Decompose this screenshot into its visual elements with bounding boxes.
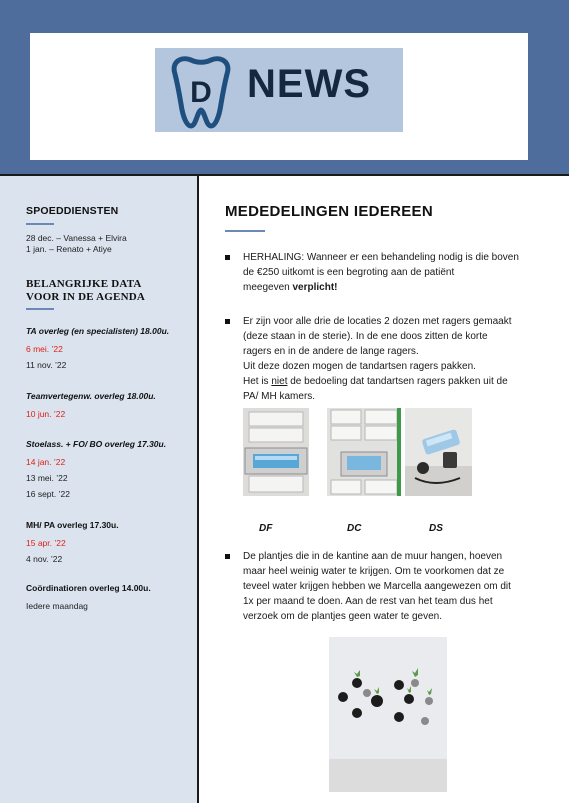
bullet-text: 1x per maand te doen. Aan de rest van het team dus het — [243, 596, 493, 607]
logo-word: NEWS — [247, 62, 371, 106]
bullet-marker-icon — [225, 319, 230, 324]
bullet-text: De plantjes die in de kantine aan de muur hangen, hoeven — [243, 551, 503, 562]
event-date: 15 apr. ’22 — [26, 538, 66, 548]
event-date: Iedere maandag — [26, 601, 88, 611]
photo-caption: DS — [429, 523, 443, 534]
agenda-event — [26, 326, 169, 370]
event-date: 16 sept. ’22 — [26, 489, 70, 499]
photo-caption: DC — [347, 523, 362, 534]
photo-drawer-dc — [327, 408, 401, 496]
announcement-bullet — [225, 549, 545, 624]
agenda-event — [26, 439, 166, 499]
photo-drawer-df — [243, 408, 309, 496]
announcement-bullet — [225, 314, 545, 404]
main-content — [201, 178, 569, 803]
bullet-text: Er zijn voor alle drie de locaties 2 dozen met ragers gemaakt — [243, 316, 512, 327]
bullet-text: verzoek om de plantjes geen water te geven. — [243, 611, 443, 622]
photo-drawer-ds — [405, 408, 472, 496]
bullet-marker-icon — [225, 255, 230, 260]
page-title: MEDEDELINGEN IEDEREEN — [225, 203, 433, 220]
bullet-marker-icon — [225, 554, 230, 559]
bullet-text: de bedoeling dat tandartsen ragers pakken uit de — [287, 376, 508, 387]
bullet-text: Uit deze dozen mogen de tandartsen ragers pakken. — [243, 361, 476, 372]
event-title: TA overleg (en specialisten) 18.00u. — [26, 326, 170, 336]
event-date: 6 mei. ’22 — [26, 344, 63, 354]
event-title: Coördinatioren overleg 14.00u. — [26, 583, 151, 593]
photo-wall-plants — [329, 637, 447, 792]
event-date: 4 nov. ’22 — [26, 554, 63, 564]
spoed-line: 1 jan. – Renato + Atiye — [26, 244, 112, 254]
bullet-text: HERHALING: Wanneer er een behandeling nodig is die boven — [243, 252, 519, 263]
sidebar — [0, 176, 199, 803]
photo-caption: DF — [259, 523, 273, 534]
bullet-text: meegeven — [243, 282, 293, 293]
agenda-event — [26, 583, 151, 611]
event-date: 11 nov. ’22 — [26, 360, 67, 370]
bullet-text: Het is — [243, 376, 272, 387]
dnews-logo — [155, 48, 403, 132]
agenda-event — [26, 391, 156, 419]
bullet-text: teveel water krijgen hebben we Marcella aangewezen om dit — [243, 581, 511, 592]
logo-letter: D — [190, 76, 212, 109]
emphasis-text: verplicht! — [292, 282, 338, 293]
agenda-heading-line1: BELANGRIJKE DATA — [26, 278, 142, 290]
event-date: 14 jan. ’22 — [26, 457, 66, 467]
heading-rule — [26, 308, 54, 310]
tooth-logo-icon — [161, 52, 241, 132]
header-logo-panel — [30, 33, 528, 160]
event-title: Teamvertegenw. overleg 18.00u. — [26, 391, 156, 401]
bullet-text: maar heel weinig water te krijgen. Om te voorkomen dat ze — [243, 566, 505, 577]
spoeddiensten-block — [26, 205, 127, 255]
event-date: 10 jun. ’22 — [26, 409, 66, 419]
title-rule — [225, 230, 265, 232]
agenda-event — [26, 520, 119, 564]
event-title: MH/ PA overleg 17.30u. — [26, 520, 119, 530]
bullet-text: de €250 uitkomt is een begroting aan de patiënt — [243, 267, 455, 278]
event-date: 13 mei. ’22 — [26, 473, 68, 483]
agenda-block — [26, 278, 145, 310]
spoeddiensten-heading: SPOEDDIENSTEN — [26, 205, 119, 217]
announcement-bullet — [225, 250, 545, 295]
bullet-text: PA/ MH kamers. — [243, 391, 316, 402]
bullet-text: (deze staan in de sterie). In de ene doos zitten de korte — [243, 331, 488, 342]
bullet-text: ragers en in de andere de lange ragers. — [243, 346, 419, 357]
agenda-heading-line2: VOOR IN DE AGENDA — [26, 291, 145, 303]
header-band — [0, 0, 569, 176]
heading-rule — [26, 223, 54, 225]
underlined-text: niet — [271, 376, 288, 387]
spoed-line: 28 dec. – Vanessa + Elvira — [26, 233, 127, 243]
event-title: Stoelass. + FO/ BO overleg 17.30u. — [26, 439, 167, 449]
